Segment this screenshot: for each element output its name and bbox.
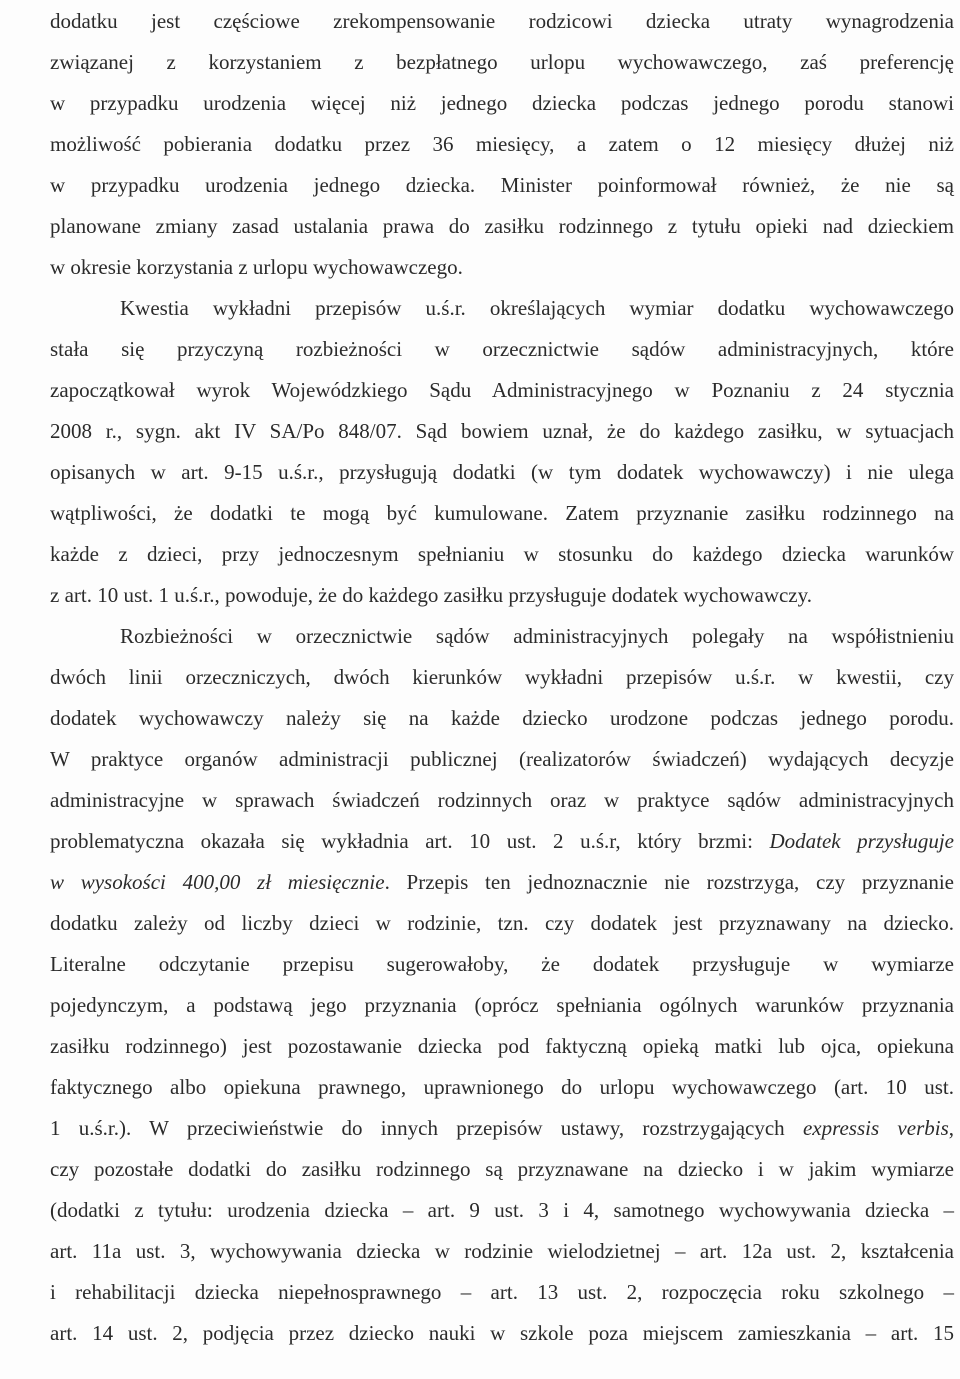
text-segment: , [948,1116,954,1140]
text-line: zasiłku rodzinnego) jest pozostawanie dziecka pod faktyczną opieką matki lub ojca, opiekuna [50,1034,954,1058]
text-line [50,1107,954,1149]
text-line: z art. 10 ust. 1 u.ś.r., powoduje, że do każdego zasiłku przysługuje dodatek wychowawczy. [50,583,813,607]
text-line: w przypadku urodzenia jednego dziecka. Minister poinformował również, że nie są [50,173,954,197]
text-line: zapoczątkował wyrok Wojewódzkiego Sądu Administracyjnego w Poznaniu z 24 stycznia [50,378,954,402]
text-line: stała się przyczyną rozbieżności w orzecznictwie sądów administracyjnych, które [50,337,954,361]
text-line: W praktyce organów administracji publicznej (realizatorów świadczeń) wydających decyzje [50,747,954,771]
text-line: 2008 r., sygn. akt IV SA/Po 848/07. Sąd bowiem uznał, że do każdego zasiłku, w sytuacjach [50,419,954,443]
text-segment: 1 u.ś.r.). W przeciwieństwie do innych przepisów ustawy, rozstrzygających [50,1116,803,1140]
text-line: dodatku zależy od liczby dzieci w rodzinie, tzn. czy dodatek jest przyznawany na dziecko. [50,911,954,935]
text-line [50,820,954,862]
text-line: (dodatki z tytułu: urodzenia dziecka – art. 9 ust. 3 i 4, samotnego wychowywania dziecka – [50,1198,954,1222]
text-line: związanej z korzystaniem z bezpłatnego urlopu wychowawczego, zaś preferencję [50,50,954,74]
latin-phrase: expressis verbis [802,1116,949,1140]
text-line: pojedynczym, a podstawą jego przyznania (oprócz spełniania ogólnych warunków przyznania [50,993,954,1017]
quoted-provision-text: w wysokości 400,00 zł miesięcznie [50,870,385,894]
text-segment: . Przepis ten jednoznacznie nie rozstrzyga, czy przyznanie [384,870,954,894]
quoted-provision-text: Dodatek przysługuje [769,829,954,853]
text-line: dodatku jest częściowe zrekompensowanie rodzicowi dziecka utraty wynagrodzenia [50,9,954,33]
paragraph-start-line: Kwestia wykładni przepisów u.ś.r. określających wymiar dodatku wychowawczego [120,296,954,320]
text-line: i rehabilitacji dziecka niepełnosprawnego – art. 13 ust. 2, rozpoczęcia roku szkolnego – [50,1280,954,1304]
text-line: art. 14 ust. 2, podjęcia przez dziecko nauki w szkole poza miejscem zamieszkania – art. 15 [50,1321,954,1345]
text-line: opisanych w art. 9-15 u.ś.r., przysługują dodatki (w tym dodatek wychowawczy) i nie ulega [50,460,954,484]
text-line: planowane zmiany zasad ustalania prawa do zasiłku rodzinnego z tytułu opieki nad dzieckiem [50,214,954,238]
text-line: czy pozostałe dodatki do zasiłku rodzinnego są przyznawane na dziecko i w jakim wymiarze [50,1157,954,1181]
text-line: administracyjne w sprawach świadczeń rodzinnych oraz w praktyce sądów administracyjnych [50,788,954,812]
paragraph-start-line: Rozbieżności w orzecznictwie sądów administracyjnych polegały na współistnieniu [120,624,954,648]
text-line: każde z dzieci, przy jednoczesnym spełnianiu w stosunku do każdego dziecka warunków [50,542,954,566]
text-line: możliwość pobierania dodatku przez 36 miesięcy, a zatem o 12 miesięcy dłużej niż [50,132,954,156]
text-line: Literalne odczytanie przepisu sugerowałoby, że dodatek przysługuje w wymiarze [50,952,954,976]
text-line: dodatek wychowawczy należy się na każde dziecko urodzone podczas jednego porodu. [50,706,954,730]
text-line: w okresie korzystania z urlopu wychowawczego. [50,255,463,279]
text-line: art. 11a ust. 3, wychowywania dziecka w rodzinie wielodzietnej – art. 12a ust. 2, kształcenia [50,1239,954,1263]
text-line: faktycznego albo opiekuna prawnego, uprawnionego do urlopu wychowawczego (art. 10 ust. [50,1075,954,1099]
text-line: wątpliwości, że dodatki te mogą być kumulowane. Zatem przyznanie zasiłku rodzinnego na [50,501,954,525]
text-line: w przypadku urodzenia więcej niż jednego dziecka podczas jednego porodu stanowi [50,91,954,115]
text-line [50,861,954,903]
text-line: dwóch linii orzeczniczych, dwóch kierunków wykładni przepisów u.ś.r. w kwestii, czy [50,665,954,689]
text-segment: problematyczna okazała się wykładnia art. 10 ust. 2 u.ś.r, który brzmi: [50,829,770,853]
